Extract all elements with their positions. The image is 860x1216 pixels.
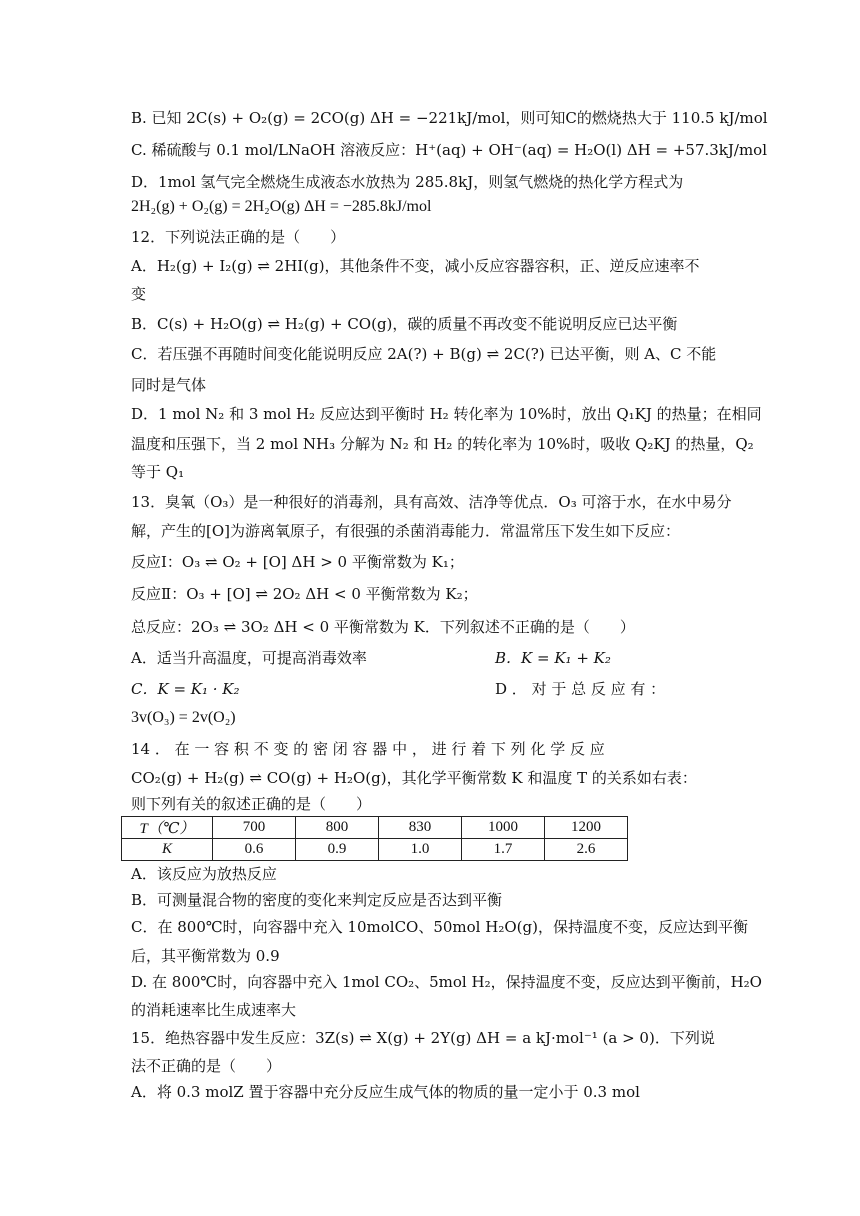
- q12-option-c-line2: 同时是气体: [131, 376, 207, 394]
- q11-option-b: B. 已知 2C(s) + O₂(g) = 2CO(g) ΔH = −221kJ/mol，则可知C的燃烧热大于 110.5 kJ/mol: [131, 109, 768, 127]
- q15-stem-line2: 法不正确的是（ ）: [131, 1057, 282, 1075]
- q14-option-d-line1: D. 在 800℃时，向容器中充入 1mol CO₂、5mol H₂，保持温度不变，反应达到平衡前，H₂O: [131, 973, 762, 991]
- table-cell: 830: [379, 817, 462, 839]
- table-header-temperature: T（℃）: [122, 817, 213, 839]
- q12-option-d-line3: 等于 Q₁: [131, 463, 185, 481]
- table-cell: 800: [296, 817, 379, 839]
- q14-option-b: B．可测量混合物的密度的变化来判定反应是否达到平衡: [131, 891, 503, 909]
- q15-option-a: A．将 0.3 molZ 置于容器中充分反应生成气体的物质的量一定小于 0.3 mol: [131, 1083, 640, 1101]
- q11-option-d-line1: D．1mol 氢气完全燃烧生成液态水放热为 285.8kJ，则氢气燃烧的热化学方程式为: [131, 173, 684, 191]
- q13-reaction-1: 反应Ⅰ：O₃ ⇌ O₂ + [O] ΔH > 0 平衡常数为 K₁；: [131, 553, 464, 571]
- q12-stem: 12．下列说法正确的是（ ）: [131, 228, 346, 246]
- q13-option-a: A．适当升高温度，可提高消毒效率: [131, 649, 367, 667]
- q14-stem-line2: CO₂(g) + H₂(g) ⇌ CO(g) + H₂O(g)，其化学平衡常数 K 和温度 T 的关系如右表：: [131, 769, 697, 787]
- q13-reaction-2: 反应Ⅱ：O₃ + [O] ⇌ 2O₂ ΔH < 0 平衡常数为 K₂；: [131, 585, 478, 603]
- q13-option-d-equation: 3v(O₃) = 2v(O₂): [131, 709, 236, 726]
- q13-option-b: B．K = K₁ + K₂: [495, 649, 611, 667]
- equilibrium-constant-table: [121, 816, 628, 861]
- q14-option-c-line2: 后，其平衡常数为 0.9: [131, 947, 280, 965]
- q13-stem-line1: 13．臭氧（O₃）是一种很好的消毒剂，具有高效、洁净等优点．O₃ 可溶于水，在水中易分: [131, 493, 732, 511]
- q13-option-c: C．K = K₁ · K₂: [131, 680, 240, 698]
- q12-option-d-line2: 温度和压强下，当 2 mol NH₃ 分解为 N₂ 和 H₂ 的转化率为 10%时，吸收 Q₂KJ 的热量，Q₂: [131, 435, 754, 453]
- q12-option-c-line1: C．若压强不再随时间变化能说明反应 2A(?) + B(g) ⇌ 2C(?) 已达平衡，则 A、C 不能: [131, 345, 717, 363]
- q15-stem-line1: 15．绝热容器中发生反应：3Z(s) ⇌ X(g) + 2Y(g) ΔH = a kJ·mol⁻¹ (a > 0)．下列说: [131, 1029, 715, 1047]
- q14-stem-line1: 14 ． 在 一 容 积 不 变 的 密 闭 容 器 中 ， 进 行 着 下 列 化 学 反 应: [131, 740, 605, 758]
- table-cell: 1200: [545, 817, 628, 839]
- table-cell: 1.7: [462, 839, 545, 861]
- q13-stem-line2: 解，产生的[O]为游离氧原子，有很强的杀菌消毒能力．常温常压下发生如下反应：: [131, 522, 681, 540]
- q14-option-a: A．该反应为放热反应: [131, 865, 277, 883]
- q11-option-d-equation: 2H₂(g) + O₂(g) = 2H₂O(g) ΔH = −285.8kJ/mol: [131, 198, 432, 215]
- q14-option-d-line2: 的消耗速率比生成速率大: [131, 1001, 297, 1019]
- q13-total-reaction: 总反应：2O₃ ⇌ 3O₂ ΔH < 0 平衡常数为 K．下列叙述不正确的是（ ）: [131, 618, 635, 636]
- table-cell: 1.0: [379, 839, 462, 861]
- table-row-temperature: [122, 817, 628, 839]
- table-cell: 700: [213, 817, 296, 839]
- q11-option-c: C. 稀硫酸与 0.1 mol/LNaOH 溶液反应：H⁺(aq) + OH⁻(aq) = H₂O(l) ΔH = +57.3kJ/mol: [131, 141, 768, 159]
- q12-option-a-line1: A．H₂(g) + I₂(g) ⇌ 2HI(g)，其他条件不变，减小反应容器容积，正、逆反应速率不: [131, 257, 700, 275]
- table-header-k: K: [122, 839, 213, 861]
- q12-option-b: B．C(s) + H₂O(g) ⇌ H₂(g) + CO(g)，碳的质量不再改变不能说明反应已达平衡: [131, 315, 678, 333]
- table-cell: 1000: [462, 817, 545, 839]
- table-cell: 0.6: [213, 839, 296, 861]
- q12-option-d-line1: D．1 mol N₂ 和 3 mol H₂ 反应达到平衡时 H₂ 转化率为 10%时，放出 Q₁KJ 的热量；在相同: [131, 405, 762, 423]
- q14-option-c-line1: C．在 800℃时，向容器中充入 10molCO、50mol H₂O(g)，保持温度不变，反应达到平衡: [131, 918, 748, 936]
- q13-option-d-line1: D ． 对 于 总 反 应 有 ：: [495, 680, 666, 698]
- table-row-k: [122, 839, 628, 861]
- q12-option-a-line2: 变: [131, 285, 147, 303]
- table-cell: 2.6: [545, 839, 628, 861]
- q14-stem-line3: 则下列有关的叙述正确的是（ ）: [131, 795, 372, 813]
- table-cell: 0.9: [296, 839, 379, 861]
